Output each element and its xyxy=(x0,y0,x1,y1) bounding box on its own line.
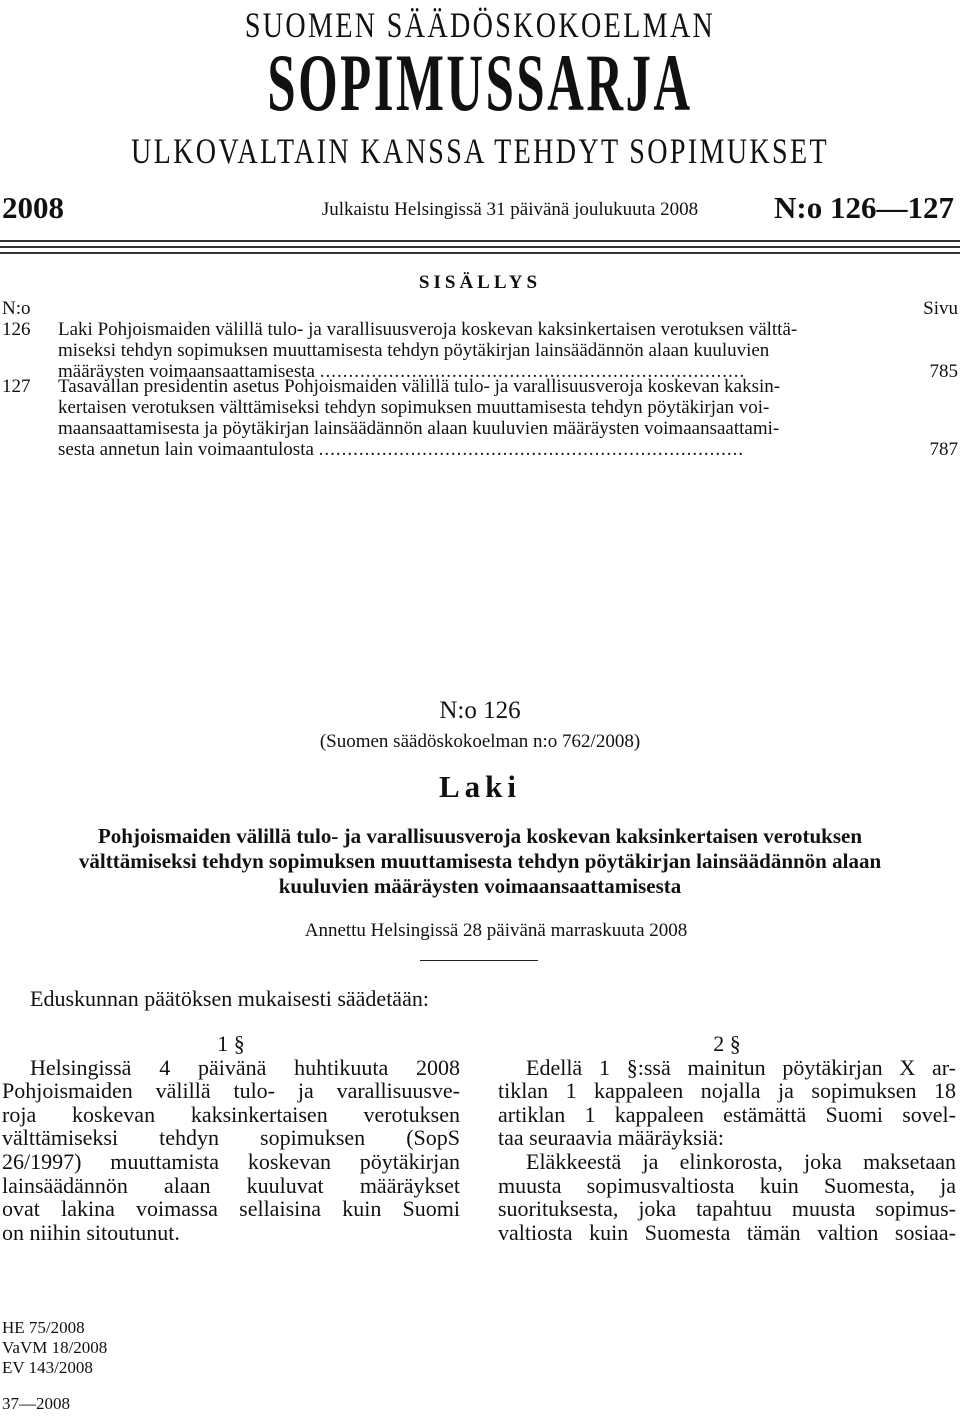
toc-item-number: 126 xyxy=(2,319,31,340)
toc-item-line: Tasavallan presidentin asetus Pohjoismaiden välillä tulo- ja varallisuusveroja koskevan kaksin- xyxy=(58,376,781,397)
header-rule-3 xyxy=(0,252,960,254)
section-1-line: on niihin sitoutunut. xyxy=(2,1219,180,1245)
section-1-line: välttämiseksi tehdyn sopimuksen (SopS xyxy=(2,1125,460,1151)
print-code: 37—2008 xyxy=(2,1394,70,1413)
separator-rule xyxy=(420,960,538,961)
toc-leader-dots: .......................................................................... xyxy=(318,439,745,460)
section-1 xyxy=(2,1032,460,1244)
header-rule-1 xyxy=(0,240,960,242)
section-2-heading: 2 § xyxy=(713,1031,741,1056)
enactment-clause: Eduskunnan päätöksen mukaisesti säädetään: xyxy=(30,986,429,1011)
toc-page-label: Sivu xyxy=(923,298,958,319)
toc-item-line: miseksi tehdyn sopimuksen muuttamisesta tehdyn pöytäkirjan lainsäädännön alaan kuuluvien xyxy=(58,340,770,361)
act-title-line: Pohjoismaiden välillä tulo- ja varallisuusveroja koskevan kaksinkertaisen verotuksen xyxy=(97,824,863,848)
toc-item-number: 127 xyxy=(2,376,31,397)
toc-item-line: maansaattamisesta ja pöytäkirjan lainsäädännön alaan kuuluvien määräysten voimaansaattami- xyxy=(58,418,780,439)
section-2-line: suorituksesta, joka tapahtuu muusta sopimus- xyxy=(498,1196,956,1222)
collection-reference: (Suomen säädöskokoelman n:o 762/2008) xyxy=(319,731,641,752)
section-1-line: lainsäädännön alaan kuuluvat määräykset xyxy=(2,1172,460,1198)
section-1-line: 26/1997) muuttamista koskevan pöytäkirjan xyxy=(2,1148,460,1174)
toc-item-line-last: sesta annetun lain voimaantulosta .......................................................................... xyxy=(58,439,745,460)
toc-item-text xyxy=(58,319,900,382)
section-1-line: ovat lakina voimassa sellaisina kuin Suomi xyxy=(2,1196,460,1222)
reference-he: HE 75/2008 xyxy=(2,1318,85,1337)
given-date: Annettu Helsingissä 28 päivänä marraskuuta 2008 xyxy=(304,920,688,941)
header-rule-2 xyxy=(0,246,960,248)
act-type: Laki xyxy=(438,769,522,804)
toc-item-text xyxy=(58,376,900,460)
section-1-line: Pohjoismaiden välillä tulo- ja varallisuusve- xyxy=(2,1078,460,1104)
toc-item-page: 785 xyxy=(929,361,958,382)
reference-ev: EV 143/2008 xyxy=(2,1358,93,1377)
section-2-line: artiklan 1 kappaleen estämättä Suomi sovel- xyxy=(498,1101,956,1127)
section-2-line: valtiosta kuin Suomesta tämän valtion sosiaa- xyxy=(498,1219,956,1245)
series-subtitle: ULKOVALTAIN KANSSA TEHDYT SOPIMUKSET xyxy=(130,131,830,171)
toc-item-line: Laki Pohjoismaiden välillä tulo- ja varallisuusveroja koskevan kaksinkertaisen verotuksen välttä- xyxy=(58,319,798,340)
publication-date: Julkaistu Helsingissä 31 päivänä joulukuuta 2008 xyxy=(321,199,699,220)
section-1-line: Helsingissä 4 päivänä huhtikuuta 2008 xyxy=(30,1054,460,1080)
act-number: N:o 126 xyxy=(439,697,521,724)
section-2-line: muusta sopimusvaltiosta kuin Suomesta, ja xyxy=(498,1172,956,1198)
publication-year: 2008 xyxy=(2,190,64,225)
toc-item-line: kertaisen verotuksen välttämiseksi tehdyn sopimuksen muuttamisesta tehdyn pöytäkirjan voi- xyxy=(58,397,770,418)
act-title-line: välttämiseksi tehdyn sopimuksen muuttamisesta tehdyn pöytäkirjan lainsäädännön alaan xyxy=(78,849,882,873)
section-2-line: taa seuraavia määräyksiä: xyxy=(498,1125,724,1151)
series-header-line1: SUOMEN SÄÄDÖSKOKOELMAN xyxy=(244,5,716,45)
section-2-line: tiklan 1 kappaleen nojalla ja sopimuksen 18 xyxy=(498,1078,956,1104)
section-1-heading: 1 § xyxy=(217,1031,245,1056)
issue-numbers: N:o 126—127 xyxy=(774,190,954,225)
toc-title: SISÄLLYS xyxy=(418,272,542,293)
toc-item-line-last: määräysten voimaansaattamisesta .......................................................................... xyxy=(58,361,746,382)
act-title xyxy=(0,824,960,899)
toc-number-label: N:o xyxy=(2,298,31,319)
act-title-line: kuuluvien määräysten voimaansaattamisesta xyxy=(278,874,682,898)
section-1-line: roja koskevan kaksinkertaisen verotuksen xyxy=(2,1101,460,1127)
section-2-line: Eläkkeestä ja elinkorosta, joka maksetaan xyxy=(526,1148,956,1174)
reference-vavm: VaVM 18/2008 xyxy=(2,1338,108,1357)
toc-item-127 xyxy=(0,376,960,464)
section-2 xyxy=(498,1032,956,1244)
toc-leader-dots: .......................................................................... xyxy=(319,361,746,382)
legislative-references xyxy=(2,1318,107,1378)
series-title: SOPIMUSSARJA xyxy=(267,37,693,128)
toc-item-page: 787 xyxy=(929,439,958,460)
section-2-line: Edellä 1 §:ssä mainitun pöytäkirjan X ar- xyxy=(526,1054,956,1080)
